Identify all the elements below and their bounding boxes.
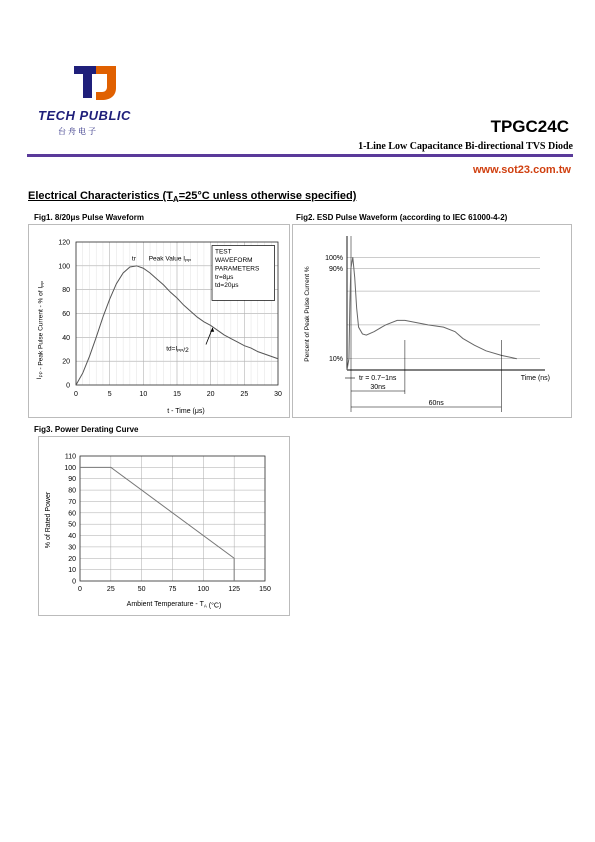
tech-public-logo-icon [70, 62, 120, 106]
fig2-30ns-label: 30ns [370, 384, 386, 391]
fig2-ytick-label: 100% [325, 254, 343, 262]
fig1-peak-label: Peak Value $I_{PP}$ [148, 255, 192, 263]
fig3-ytick-label: 60 [68, 510, 76, 518]
fig2-ytick-label: 90% [328, 266, 343, 274]
fig1-params-line: PARAMETERS [215, 265, 260, 273]
fig2-chart [292, 224, 572, 418]
fig1-ytick-label: 100 [58, 263, 70, 271]
fig1-xtick-label: 0 [74, 391, 78, 398]
fig1-ytick-label: 80 [62, 287, 70, 295]
fig1-xtick-label: 10 [139, 391, 148, 398]
fig1-xtick-label: 15 [173, 391, 181, 398]
fig3-xtick-label: 25 [106, 586, 115, 593]
fig1-td-label: $td=I_{PP}/2$ [166, 345, 189, 354]
fig3-ytick-label: 80 [68, 487, 76, 495]
section-title: Electrical Characteristics ($T_A=25^\circ C$ unless otherwise specified) [28, 190, 357, 205]
fig1-xtick-label: 25 [240, 391, 249, 398]
fig3-ytick-label: 20 [68, 555, 76, 563]
fig3-ytick-label: 90 [68, 476, 76, 484]
fig2-xlabel: Time (ns) [520, 375, 550, 382]
fig1-xtick-label: 30 [274, 391, 282, 398]
fig1-ytick-label: 40 [62, 334, 70, 342]
fig1-ytick-label: 20 [62, 358, 70, 366]
fig3-ytick-label: 30 [68, 544, 76, 552]
fig2-ylabel: Percent of Peak Pulse Current % [304, 266, 311, 362]
fig2-60ns-label: 60ns [428, 400, 444, 407]
fig3-ytick-label: 40 [68, 533, 76, 541]
brand-name: TECH PUBLIC [38, 108, 131, 123]
fig2-ytick-label: 10% [328, 356, 343, 364]
website-link[interactable]: www.sot23.com.tw [472, 164, 571, 176]
fig1-params-line: TEST [215, 248, 232, 256]
fig1-ylabel: $I_{PP}$ - Peak Pulse Current - % of $I_{PP}$ [36, 280, 45, 380]
fig3-xtick-label: 100 [197, 586, 210, 593]
fig1-ytick-label: 0 [66, 382, 70, 390]
fig1-params-line: td=20μs [215, 282, 239, 290]
fig2-series-line [347, 257, 517, 370]
fig1-params-line: tr=8μs [215, 273, 234, 281]
fig1-xtick-label: 20 [206, 391, 215, 398]
brand-subtitle: 台舟电子 [58, 127, 98, 136]
header-rule [27, 154, 573, 157]
fig3-xtick-label: 50 [137, 586, 146, 593]
fig3-xtick-label: 75 [168, 586, 177, 593]
fig3-ylabel: % of Rated Power [45, 491, 52, 549]
fig1-params-line: WAVEFORM [215, 256, 253, 264]
fig3-title: Fig3. Power Derating Curve [34, 425, 139, 434]
fig3-chart [38, 436, 290, 616]
fig3-frame [39, 437, 290, 616]
fig1-chart [28, 224, 290, 418]
fig3-xtick-label: 0 [78, 586, 82, 593]
fig2-title: Fig2. ESD Pulse Waveform (according to IEC 61000-4-2) [296, 213, 508, 222]
fig3-ytick-label: 70 [68, 498, 76, 506]
part-number: TPGC24C [490, 117, 569, 136]
fig1-tr-label: tr [131, 255, 136, 263]
fig1-title: Fig1. 8/20μs Pulse Waveform [34, 213, 144, 222]
fig3-ytick-label: 50 [68, 521, 76, 529]
fig1-ytick-label: 60 [62, 311, 70, 318]
fig3-ytick-label: 100 [64, 464, 76, 472]
fig3-ytick-label: 0 [72, 578, 76, 586]
device-description: 1-Line Low Capacitance Bi-directional TVS Diode [358, 141, 573, 152]
fig3-ytick-label: 10 [68, 567, 76, 575]
fig1-ytick-label: 120 [58, 239, 70, 247]
fig3-xtick-label: 125 [228, 586, 241, 593]
fig1-xtick-label: 5 [107, 391, 112, 398]
fig3-xlabel: Ambient Temperature - $T_A$ (°C) [126, 601, 222, 610]
fig2-frame [293, 225, 572, 418]
fig3-ytick-label: 110 [64, 453, 76, 461]
fig1-xlabel: t - Time (μs) [167, 408, 205, 415]
fig3-xtick-label: 150 [259, 586, 271, 593]
fig2-tr-label: tr = 0.7~1ns [359, 375, 397, 382]
